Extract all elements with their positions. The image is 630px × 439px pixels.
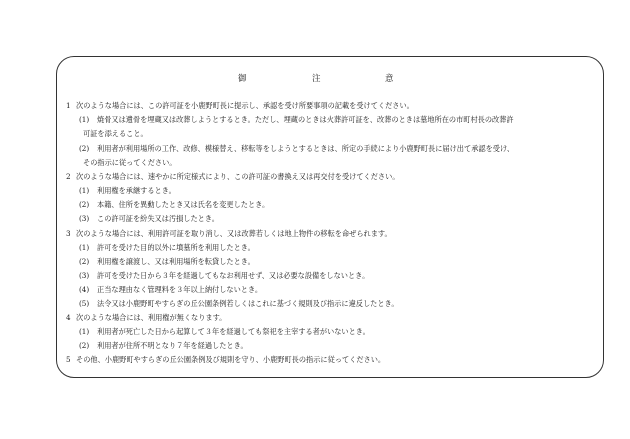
item-4: [66, 313, 226, 323]
sub-text: 利用者が利用場所の工作、改修、模様替え、移転等をしようとするときは、所定の手続により小鹿野町長に届け出て承認を受け、: [97, 144, 515, 153]
item-4-sub-2: [79, 341, 248, 351]
sub-number: (4): [79, 285, 90, 294]
sub-number: (1): [79, 327, 90, 336]
item-text: 次のような場合には、利用権が無くなります。: [76, 313, 227, 322]
sub-number: (5): [79, 299, 90, 308]
item-3-sub-1: [79, 243, 255, 253]
item-1: [66, 101, 414, 111]
sub-number: (1): [79, 243, 90, 252]
item-2-sub-3: [79, 214, 219, 224]
item-number: 1: [66, 101, 71, 110]
sub-number: (2): [79, 257, 90, 266]
item-4-sub-1: [79, 327, 370, 337]
sub-text: 利用者が死亡した日から起算して３年を経過しても祭祀を主宰する者がいないとき。: [97, 327, 370, 336]
item-number: 4: [66, 313, 71, 322]
sub-number: (2): [79, 341, 90, 350]
sub-text-continued: その指示に従ってください。: [83, 158, 177, 167]
sub-text: 許可を受けた目的以外に墳墓所を利用したとき。: [97, 243, 255, 252]
sub-number: (2): [79, 200, 90, 209]
sub-text-continued: 可証を添えること。: [83, 129, 148, 138]
item-text: 次のような場合には、速やかに所定様式により、この許可証の書換え又は再交付を受けてください。: [76, 172, 400, 181]
sub-text: この許可証を紛失又は汚損したとき。: [97, 214, 219, 223]
item-1-sub-2: [79, 144, 514, 154]
item-2-sub-1: [79, 186, 176, 196]
item-number: 5: [66, 355, 71, 364]
item-number: 3: [66, 229, 71, 238]
item-1-sub-1-cont: [83, 129, 148, 139]
sub-text: 利用権を承継するとき。: [97, 186, 176, 195]
item-3-sub-2: [79, 257, 255, 267]
item-3-sub-3: [79, 271, 369, 281]
sub-number: (1): [79, 186, 90, 195]
sub-number: (3): [79, 271, 90, 280]
item-1-sub-2-cont: [83, 158, 176, 168]
sub-text: 本籍、住所を異動したとき又は氏名を変更したとき。: [97, 200, 270, 209]
item-1-sub-1: [79, 115, 514, 125]
item-2: [66, 172, 399, 182]
sub-text: 正当な理由なく管理料を３年以上納付しないとき。: [97, 285, 263, 294]
sub-number: (1): [79, 115, 90, 124]
sub-number: (2): [79, 144, 90, 153]
item-text: 次のような場合には、利用許可証を取り消し、又は改葬若しくは地上物件の移転を命ぜられます。: [76, 229, 392, 238]
item-5: [66, 355, 385, 365]
item-text: 次のような場合には、この許可証を小鹿野町長に提示し、承認を受け所要事項の記載を受けてください。: [76, 101, 414, 110]
sub-number: (3): [79, 214, 90, 223]
item-3-sub-4: [79, 285, 262, 295]
sub-text: 利用権を譲渡し、又は利用場所を転貸したとき。: [97, 257, 255, 266]
sub-text: 利用者が住所不明となり７年を経過したとき。: [97, 341, 248, 350]
sub-text: 許可を受けた日から３年を経過してもなお利用せず、又は必要な設備をしないとき。: [97, 271, 370, 280]
sub-text: 焼骨又は遺骨を埋蔵又は改葬しようとするとき。ただし、埋蔵のときは火葬許可証を、改葬のときは墓地所在の市町村長の改葬許: [97, 115, 514, 124]
item-3: [66, 229, 392, 239]
item-number: 2: [66, 172, 71, 181]
title-char-2: 注: [312, 74, 321, 84]
item-text: その他、小鹿野町やすらぎの丘公園条例及び規則を守り、小鹿野町長の指示に従ってください。: [76, 355, 386, 364]
title-char-1: 御: [238, 74, 247, 84]
sub-text: 法令又は小鹿野町やすらぎの丘公園条例若しくはこれに基づく規則及び指示に違反したとき。: [97, 299, 399, 308]
item-3-sub-5: [79, 299, 399, 309]
title-char-3: 意: [385, 74, 394, 84]
item-2-sub-2: [79, 200, 269, 210]
